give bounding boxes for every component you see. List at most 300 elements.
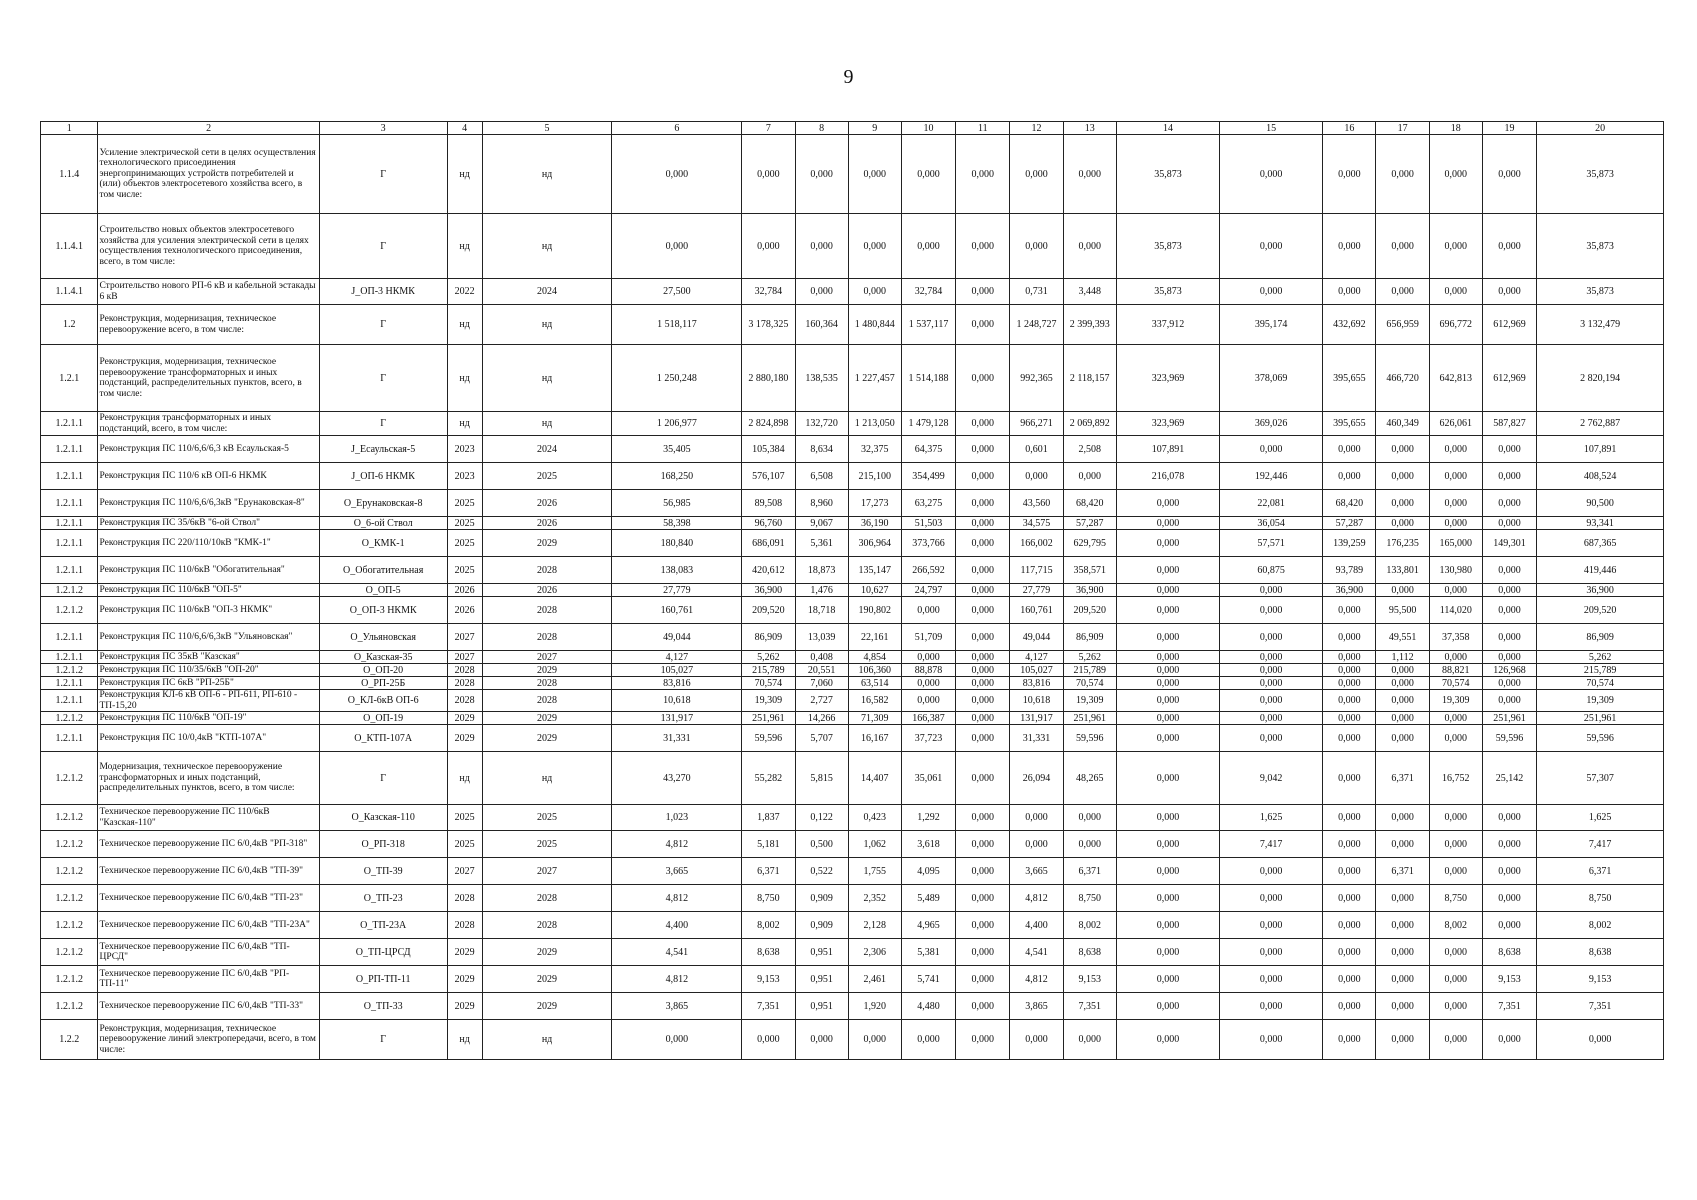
value-cell: 6,371: [1376, 858, 1429, 885]
item-code: 1.2.1.1: [41, 651, 98, 664]
value-cell: 0,000: [1429, 712, 1482, 725]
year-end: нд: [482, 135, 612, 214]
year-start: 2028: [447, 885, 482, 912]
project-id: О_Казская-110: [319, 805, 447, 831]
value-cell: 160,761: [612, 597, 742, 624]
value-cell: 306,964: [848, 530, 901, 557]
project-id: О_ТП-33: [319, 993, 447, 1020]
value-cell: 0,000: [956, 690, 1010, 712]
value-cell: 10,627: [848, 584, 901, 597]
table-row: [41, 831, 1664, 858]
value-cell: 0,000: [1220, 279, 1323, 305]
table-row: [41, 463, 1664, 490]
year-start: 2025: [447, 805, 482, 831]
value-cell: 86,909: [742, 624, 795, 651]
value-cell: 251,961: [742, 712, 795, 725]
column-number-header: 20: [1537, 122, 1664, 135]
item-code: 1.2.1.1: [41, 412, 98, 436]
item-name: Реконструкция КЛ-6 кВ ОП-6 - РП-611, РП-610 - ТП-15,20: [98, 690, 319, 712]
value-cell: 0,000: [1482, 885, 1536, 912]
value-cell: 0,000: [956, 597, 1010, 624]
value-cell: 395,655: [1323, 412, 1376, 436]
value-cell: 57,287: [1323, 517, 1376, 530]
value-cell: 27,500: [612, 279, 742, 305]
value-cell: 0,000: [956, 966, 1010, 993]
value-cell: 0,000: [1010, 463, 1063, 490]
value-cell: 3,665: [612, 858, 742, 885]
value-cell: 0,000: [1482, 831, 1536, 858]
value-cell: 369,026: [1220, 412, 1323, 436]
value-cell: 0,000: [1323, 279, 1376, 305]
value-cell: 209,520: [1537, 597, 1664, 624]
value-cell: 0,000: [956, 214, 1010, 279]
column-number-header: 14: [1116, 122, 1219, 135]
value-cell: 0,000: [956, 725, 1010, 752]
value-cell: 19,309: [1063, 690, 1116, 712]
value-cell: 0,000: [742, 1020, 795, 1060]
value-cell: 4,541: [612, 939, 742, 966]
project-id: J_ОП-3 НКМК: [319, 279, 447, 305]
value-cell: 0,000: [1429, 831, 1482, 858]
value-cell: 0,000: [1429, 1020, 1482, 1060]
value-cell: 3 132,479: [1537, 305, 1664, 345]
value-cell: 0,000: [1482, 1020, 1536, 1060]
value-cell: 14,407: [848, 752, 901, 805]
value-cell: 59,596: [1537, 725, 1664, 752]
year-start: нд: [447, 214, 482, 279]
year-start: 2028: [447, 664, 482, 677]
year-end: 2026: [482, 584, 612, 597]
year-end: 2029: [482, 530, 612, 557]
value-cell: 25,142: [1482, 752, 1536, 805]
item-code: 1.2.1.1: [41, 677, 98, 690]
value-cell: 35,873: [1537, 214, 1664, 279]
value-cell: 323,969: [1116, 412, 1219, 436]
value-cell: 0,000: [1323, 664, 1376, 677]
value-cell: 35,873: [1537, 135, 1664, 214]
value-cell: 216,078: [1116, 463, 1219, 490]
value-cell: 0,000: [795, 214, 848, 279]
year-end: 2028: [482, 624, 612, 651]
value-cell: 166,002: [1010, 530, 1063, 557]
year-end: 2028: [482, 557, 612, 584]
value-cell: 6,371: [1063, 858, 1116, 885]
value-cell: 19,309: [742, 690, 795, 712]
value-cell: 0,000: [1482, 135, 1536, 214]
item-name: Реконструкция, модернизация, техническое перевооружение всего, в том числе:: [98, 305, 319, 345]
item-code: 1.2.1.1: [41, 490, 98, 517]
value-cell: 138,535: [795, 345, 848, 412]
column-number-header: 3: [319, 122, 447, 135]
item-name: Техническое перевооружение ПС 6/0,4кВ "ТП-23А": [98, 912, 319, 939]
value-cell: 215,789: [742, 664, 795, 677]
value-cell: 696,772: [1429, 305, 1482, 345]
value-cell: 16,752: [1429, 752, 1482, 805]
value-cell: 19,309: [1537, 690, 1664, 712]
table-row: [41, 517, 1664, 530]
column-number-header: 6: [612, 122, 742, 135]
value-cell: 107,891: [1537, 436, 1664, 463]
value-cell: 0,000: [901, 690, 955, 712]
value-cell: 48,265: [1063, 752, 1116, 805]
project-id: О_РП-ТП-11: [319, 966, 447, 993]
value-cell: 1 480,844: [848, 305, 901, 345]
value-cell: 0,000: [1063, 831, 1116, 858]
value-cell: 13,039: [795, 624, 848, 651]
year-end: 2026: [482, 517, 612, 530]
project-id: О_Ерунаковская-8: [319, 490, 447, 517]
value-cell: 0,000: [1116, 831, 1219, 858]
value-cell: 166,387: [901, 712, 955, 725]
value-cell: 0,000: [1429, 651, 1482, 664]
value-cell: 60,875: [1220, 557, 1323, 584]
value-cell: 2 118,157: [1063, 345, 1116, 412]
value-cell: 0,000: [956, 463, 1010, 490]
year-end: 2029: [482, 939, 612, 966]
item-name: Реконструкция, модернизация, техническое перевооружение трансформаторных и иных подстанций, распределительных пунктов, всего, в том числе:: [98, 345, 319, 412]
value-cell: 0,000: [956, 831, 1010, 858]
project-id: О_РП-25Б: [319, 677, 447, 690]
value-cell: 35,873: [1116, 279, 1219, 305]
year-end: нд: [482, 1020, 612, 1060]
table-row: [41, 584, 1664, 597]
value-cell: 0,000: [1323, 993, 1376, 1020]
value-cell: 165,000: [1429, 530, 1482, 557]
value-cell: 0,000: [1482, 490, 1536, 517]
value-cell: 0,000: [1323, 752, 1376, 805]
value-cell: 16,582: [848, 690, 901, 712]
data-table: [40, 121, 1664, 1060]
value-cell: 378,069: [1220, 345, 1323, 412]
value-cell: 18,718: [795, 597, 848, 624]
year-start: 2022: [447, 279, 482, 305]
value-cell: 36,900: [742, 584, 795, 597]
project-id: Г: [319, 135, 447, 214]
value-cell: 3,665: [1010, 858, 1063, 885]
year-start: 2027: [447, 858, 482, 885]
value-cell: 1 518,117: [612, 305, 742, 345]
value-cell: 83,816: [1010, 677, 1063, 690]
value-cell: 168,250: [612, 463, 742, 490]
item-name: Реконструкция ПС 6кВ "РП-25Б": [98, 677, 319, 690]
project-id: О_Обогатительная: [319, 557, 447, 584]
value-cell: 18,873: [795, 557, 848, 584]
table-row: [41, 624, 1664, 651]
value-cell: 0,000: [1063, 805, 1116, 831]
value-cell: 57,571: [1220, 530, 1323, 557]
value-cell: 4,854: [848, 651, 901, 664]
value-cell: 0,000: [1010, 831, 1063, 858]
value-cell: 70,574: [1063, 677, 1116, 690]
value-cell: 0,000: [1116, 677, 1219, 690]
value-cell: 86,909: [1063, 624, 1116, 651]
value-cell: 587,827: [1482, 412, 1536, 436]
value-cell: 0,000: [1323, 135, 1376, 214]
value-cell: 96,760: [742, 517, 795, 530]
value-cell: 0,000: [1220, 885, 1323, 912]
value-cell: 58,398: [612, 517, 742, 530]
value-cell: 0,522: [795, 858, 848, 885]
item-name: Реконструкция ПС 35кВ "Казская": [98, 651, 319, 664]
column-number-header: 16: [1323, 122, 1376, 135]
year-start: 2025: [447, 557, 482, 584]
value-cell: 0,000: [1376, 725, 1429, 752]
column-number-header: 13: [1063, 122, 1116, 135]
value-cell: 0,000: [1482, 690, 1536, 712]
table-row: [41, 912, 1664, 939]
value-cell: 17,273: [848, 490, 901, 517]
year-end: нд: [482, 345, 612, 412]
value-cell: 0,000: [1482, 912, 1536, 939]
column-number-header: 10: [901, 122, 955, 135]
value-cell: 0,000: [848, 1020, 901, 1060]
value-cell: 132,720: [795, 412, 848, 436]
item-name: Техническое перевооружение ПС 6/0,4кВ "ТП-ЦРСД": [98, 939, 319, 966]
value-cell: 57,287: [1063, 517, 1116, 530]
value-cell: 0,000: [1429, 939, 1482, 966]
table-row: [41, 530, 1664, 557]
value-cell: 642,813: [1429, 345, 1482, 412]
value-cell: 0,000: [848, 214, 901, 279]
year-end: нд: [482, 752, 612, 805]
year-start: нд: [447, 1020, 482, 1060]
value-cell: 56,985: [612, 490, 742, 517]
value-cell: 0,000: [1429, 517, 1482, 530]
table-row: [41, 597, 1664, 624]
value-cell: 0,000: [1376, 463, 1429, 490]
value-cell: 0,000: [1323, 912, 1376, 939]
year-end: 2027: [482, 651, 612, 664]
value-cell: 1,625: [1537, 805, 1664, 831]
project-id: О_РП-318: [319, 831, 447, 858]
value-cell: 5,381: [901, 939, 955, 966]
table-row: [41, 752, 1664, 805]
value-cell: 0,000: [1220, 677, 1323, 690]
value-cell: 0,000: [901, 651, 955, 664]
value-cell: 68,420: [1063, 490, 1116, 517]
value-cell: 31,331: [612, 725, 742, 752]
item-name: Техническое перевооружение ПС 6/0,4кВ "РП-318": [98, 831, 319, 858]
item-code: 1.2.1.1: [41, 690, 98, 712]
value-cell: 0,000: [956, 436, 1010, 463]
item-code: 1.2.1.2: [41, 805, 98, 831]
value-cell: 0,000: [1116, 858, 1219, 885]
item-name: Реконструкция трансформаторных и иных подстанций, всего, в том числе:: [98, 412, 319, 436]
project-id: О_ОП-19: [319, 712, 447, 725]
value-cell: 0,000: [1376, 805, 1429, 831]
value-cell: 133,801: [1376, 557, 1429, 584]
item-code: 1.2.1.1: [41, 463, 98, 490]
table-row: [41, 651, 1664, 664]
value-cell: 35,405: [612, 436, 742, 463]
value-cell: 8,750: [1063, 885, 1116, 912]
value-cell: 0,000: [956, 805, 1010, 831]
value-cell: 139,259: [1323, 530, 1376, 557]
value-cell: 8,002: [1537, 912, 1664, 939]
value-cell: 0,000: [1482, 651, 1536, 664]
item-name: Строительство нового РП-6 кВ и кабельной эстакады 6 кВ: [98, 279, 319, 305]
value-cell: 2,306: [848, 939, 901, 966]
value-cell: 373,766: [901, 530, 955, 557]
value-cell: 0,000: [1482, 214, 1536, 279]
value-cell: 4,400: [1010, 912, 1063, 939]
value-cell: 0,000: [1376, 690, 1429, 712]
item-code: 1.1.4: [41, 135, 98, 214]
value-cell: 34,575: [1010, 517, 1063, 530]
year-end: нд: [482, 412, 612, 436]
item-code: 1.2.1.2: [41, 858, 98, 885]
value-cell: 0,000: [956, 1020, 1010, 1060]
value-cell: 105,384: [742, 436, 795, 463]
value-cell: 59,596: [1482, 725, 1536, 752]
value-cell: 0,000: [1220, 725, 1323, 752]
value-cell: 0,000: [956, 885, 1010, 912]
value-cell: 8,002: [1063, 912, 1116, 939]
year-end: 2028: [482, 597, 612, 624]
value-cell: 35,873: [1116, 214, 1219, 279]
value-cell: 1,292: [901, 805, 955, 831]
value-cell: 687,365: [1537, 530, 1664, 557]
item-code: 1.1.4.1: [41, 214, 98, 279]
value-cell: 36,900: [1537, 584, 1664, 597]
table-row: [41, 557, 1664, 584]
year-start: 2028: [447, 677, 482, 690]
value-cell: 6,508: [795, 463, 848, 490]
value-cell: 0,000: [1376, 279, 1429, 305]
value-cell: 70,574: [1429, 677, 1482, 690]
value-cell: 68,420: [1323, 490, 1376, 517]
value-cell: 10,618: [612, 690, 742, 712]
value-cell: 0,000: [1429, 805, 1482, 831]
value-cell: 7,060: [795, 677, 848, 690]
value-cell: 0,000: [1429, 436, 1482, 463]
item-code: 1.2.1.2: [41, 664, 98, 677]
value-cell: 5,815: [795, 752, 848, 805]
value-cell: 0,000: [1376, 912, 1429, 939]
value-cell: 63,275: [901, 490, 955, 517]
value-cell: 0,000: [1482, 463, 1536, 490]
value-cell: 1 514,188: [901, 345, 955, 412]
value-cell: 37,723: [901, 725, 955, 752]
value-cell: 0,000: [956, 345, 1010, 412]
value-cell: 1,112: [1376, 651, 1429, 664]
value-cell: 2 069,892: [1063, 412, 1116, 436]
value-cell: 0,000: [1482, 677, 1536, 690]
value-cell: 0,000: [956, 939, 1010, 966]
value-cell: 0,000: [1376, 831, 1429, 858]
value-cell: 0,000: [1323, 805, 1376, 831]
column-number-header: 17: [1376, 122, 1429, 135]
value-cell: 0,951: [795, 966, 848, 993]
value-cell: 0,000: [956, 624, 1010, 651]
value-cell: 0,731: [1010, 279, 1063, 305]
item-name: Реконструкция ПС 110/6,6/6,3кВ "Ульяновская": [98, 624, 319, 651]
value-cell: 0,000: [1376, 712, 1429, 725]
value-cell: 27,779: [1010, 584, 1063, 597]
value-cell: 0,000: [1376, 490, 1429, 517]
project-id: О_ТП-39: [319, 858, 447, 885]
value-cell: 0,000: [795, 1020, 848, 1060]
value-cell: 354,499: [901, 463, 955, 490]
value-cell: 192,446: [1220, 463, 1323, 490]
value-cell: 8,634: [795, 436, 848, 463]
value-cell: 105,027: [612, 664, 742, 677]
year-start: нд: [447, 345, 482, 412]
value-cell: 0,000: [1429, 966, 1482, 993]
year-start: 2026: [447, 597, 482, 624]
value-cell: 49,551: [1376, 624, 1429, 651]
value-cell: 0,000: [1376, 939, 1429, 966]
value-cell: 0,000: [1116, 664, 1219, 677]
project-id: О_ОП-3 НКМК: [319, 597, 447, 624]
year-start: 2029: [447, 712, 482, 725]
value-cell: 8,638: [1537, 939, 1664, 966]
item-code: 1.2.1.2: [41, 885, 98, 912]
year-end: 2025: [482, 831, 612, 858]
value-cell: 0,000: [1323, 651, 1376, 664]
value-cell: 0,000: [1429, 135, 1482, 214]
value-cell: 1 250,248: [612, 345, 742, 412]
value-cell: 49,044: [1010, 624, 1063, 651]
value-cell: 3,448: [1063, 279, 1116, 305]
value-cell: 131,917: [612, 712, 742, 725]
value-cell: 0,000: [901, 135, 955, 214]
value-cell: 0,000: [1323, 677, 1376, 690]
value-cell: 190,802: [848, 597, 901, 624]
value-cell: 0,000: [1220, 939, 1323, 966]
project-id: О_КЛ-6кВ ОП-6: [319, 690, 447, 712]
value-cell: 0,000: [1063, 135, 1116, 214]
value-cell: 0,000: [1429, 463, 1482, 490]
value-cell: 1,837: [742, 805, 795, 831]
value-cell: 1,920: [848, 993, 901, 1020]
value-cell: 395,174: [1220, 305, 1323, 345]
year-start: 2028: [447, 912, 482, 939]
value-cell: 0,000: [901, 597, 955, 624]
value-cell: 0,000: [1429, 584, 1482, 597]
value-cell: 656,959: [1376, 305, 1429, 345]
value-cell: 149,301: [1482, 530, 1536, 557]
value-cell: 0,000: [1220, 135, 1323, 214]
column-number-header: 2: [98, 122, 319, 135]
value-cell: 106,360: [848, 664, 901, 677]
item-name: Реконструкция ПС 110/6кВ "ОП-5": [98, 584, 319, 597]
item-name: Техническое перевооружение ПС 6/0,4кВ "РП-ТП-11": [98, 966, 319, 993]
value-cell: 59,596: [742, 725, 795, 752]
value-cell: 8,638: [742, 939, 795, 966]
value-cell: 251,961: [1482, 712, 1536, 725]
value-cell: 2,352: [848, 885, 901, 912]
value-cell: 0,000: [1116, 966, 1219, 993]
item-code: 1.2.1.2: [41, 752, 98, 805]
column-number-header: 15: [1220, 122, 1323, 135]
value-cell: 0,000: [1376, 436, 1429, 463]
value-cell: 32,784: [742, 279, 795, 305]
value-cell: 0,000: [1116, 584, 1219, 597]
value-cell: 0,000: [1063, 463, 1116, 490]
table-row: [41, 885, 1664, 912]
item-code: 1.2.1.1: [41, 557, 98, 584]
value-cell: 0,000: [956, 412, 1010, 436]
value-cell: 31,331: [1010, 725, 1063, 752]
value-cell: 0,000: [1220, 624, 1323, 651]
value-cell: 7,351: [742, 993, 795, 1020]
value-cell: 0,000: [1116, 725, 1219, 752]
value-cell: 2,508: [1063, 436, 1116, 463]
value-cell: 4,812: [612, 831, 742, 858]
page-number: 9: [843, 66, 854, 88]
value-cell: 8,638: [1482, 939, 1536, 966]
